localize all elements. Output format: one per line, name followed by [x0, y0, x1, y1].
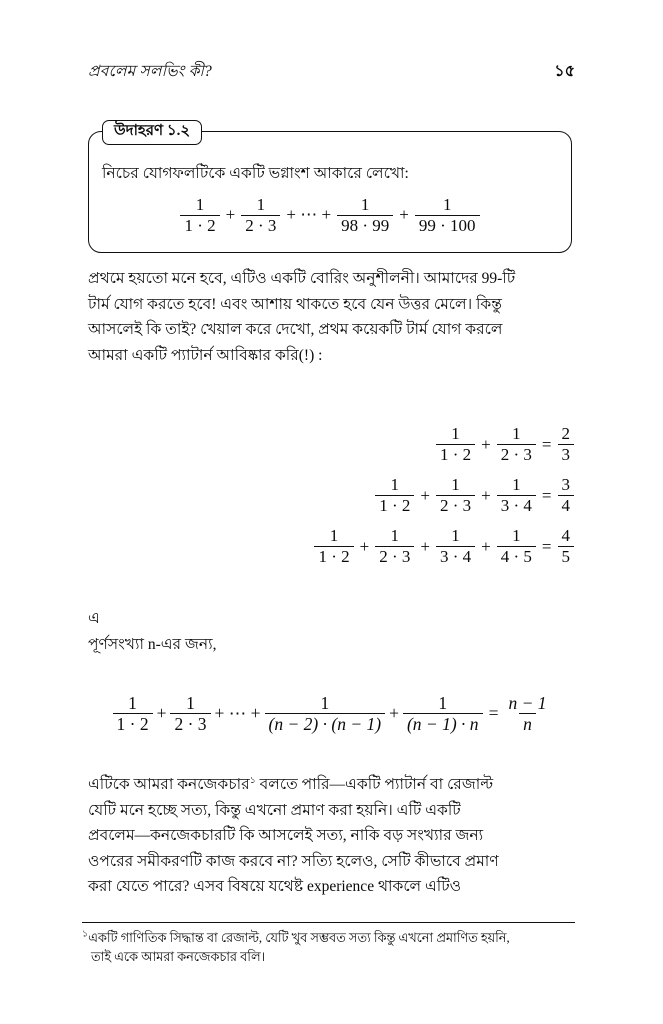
footnote-area: [82, 922, 575, 967]
fraction-term: [497, 527, 536, 565]
fraction-denominator: 3 · 4: [436, 546, 475, 566]
table-row: [88, 470, 575, 521]
fraction-denominator: 5: [558, 546, 575, 566]
text-line: [88, 606, 575, 632]
fraction-numerator: 1: [186, 693, 195, 713]
text-line: প্রবলেম—কনজেকচারটি কি আসলেই সত্য, নাকি বড় সংখ্যার জন্য: [88, 827, 484, 844]
fraction-denominator: (n − 2) · (n − 1): [265, 713, 386, 733]
equals-operator: =: [541, 536, 552, 556]
footnote-rule: [82, 922, 575, 923]
fraction-term: [180, 196, 219, 234]
fraction-numerator: 1: [329, 526, 339, 546]
equals-operator: =: [541, 485, 552, 505]
english-word: experience: [306, 878, 375, 895]
fraction-term: [415, 196, 480, 234]
ellipsis-operator: + ⋯ +: [286, 205, 332, 225]
general-equation-math: [112, 694, 552, 733]
fraction-numerator: 1: [360, 195, 370, 214]
fraction-denominator: 1 · 2: [113, 713, 153, 733]
text-line: [88, 632, 575, 658]
fraction-denominator: 1 · 2: [180, 215, 219, 235]
fraction-denominator: 2 · 3: [436, 495, 475, 515]
fraction-term: [497, 425, 536, 463]
fraction-result: [504, 694, 550, 733]
plus-operator: +: [481, 536, 491, 556]
text-fragment: এটিকে আমরা কনজেকচার: [88, 776, 250, 793]
page-number: ১৫: [554, 63, 575, 80]
fraction-term: [265, 694, 386, 733]
text-fragment: পূর্ণসংখ্যা n-এর জন্য,: [88, 635, 217, 653]
fraction-denominator: 98 · 99: [337, 215, 393, 235]
footnote-marker: ১: [249, 775, 256, 786]
derivation-row-1: [435, 425, 575, 463]
text-fragment: একটি গাণিতিক সিদ্ধান্ত বা রেজাল্ট, যেটি খুব সম্ভবত সত্য কিন্তু এখনো প্রমাণিত হয়নি,: [88, 931, 510, 946]
fraction-numerator: n − 1: [508, 693, 547, 713]
table-row: [88, 419, 575, 470]
fraction-result: [558, 425, 575, 463]
text-word: এ: [88, 610, 100, 627]
table-row: [88, 521, 575, 572]
derivation-equations: [88, 419, 575, 572]
fraction-denominator: 4: [558, 495, 575, 515]
fraction-term: [241, 196, 280, 234]
paragraph-intro: [88, 266, 575, 368]
fraction-term: [436, 527, 475, 565]
equals-operator: =: [541, 434, 552, 454]
plus-operator: +: [399, 205, 409, 225]
example-box-label: উদাহরণ ১.২: [102, 120, 202, 145]
plus-operator: +: [420, 485, 430, 505]
fraction-numerator: 1: [512, 526, 521, 546]
fraction-term: [113, 694, 153, 733]
fraction-numerator: 1: [512, 475, 521, 495]
general-equation: [68, 694, 595, 733]
fraction-result: [558, 527, 575, 565]
text-line: [82, 929, 575, 948]
fraction-numerator: 4: [561, 526, 570, 546]
fraction-denominator: 2 · 3: [375, 546, 414, 566]
fraction-denominator: 99 · 100: [415, 215, 480, 235]
text-line: তাই একে আমরা কনজেকচার বলি।: [91, 950, 266, 965]
text-line: আমরা একটি প্যাটার্ন আবিষ্কার করি(!) :: [88, 346, 323, 364]
example-box-prompt: নিচের যোগফলটিকে একটি ভগ্নাংশ আকারে লেখো:: [102, 165, 409, 182]
fraction-numerator: 1: [438, 693, 448, 713]
fraction-numerator: 1: [451, 424, 460, 444]
fraction-numerator: 1: [512, 424, 521, 444]
fraction-term: [403, 694, 483, 733]
fraction-term: [375, 476, 414, 514]
fraction-denominator: 1 · 2: [375, 495, 414, 515]
equals-operator: =: [488, 703, 499, 724]
fraction-numerator: 1: [451, 475, 460, 495]
fraction-denominator: 3 · 4: [497, 495, 536, 515]
fraction-term: [375, 527, 414, 565]
footnote-marker: ১: [82, 930, 89, 941]
text-fragment: করা যেতে পারে? এসব বিষয়ে যথেষ্ট: [88, 878, 307, 895]
text-line: ওপরের সমীকরণটি কাজ করবে না? সত্যি হলেও, সেটি কীভাবে প্রমাণ: [88, 852, 499, 870]
example-box: [88, 131, 572, 253]
fraction-term: [314, 527, 353, 565]
text-line: [88, 874, 575, 900]
plus-operator: +: [359, 536, 370, 556]
fraction-denominator: 2 · 3: [497, 444, 536, 464]
fraction-denominator: n: [519, 713, 536, 733]
fraction-numerator: 3: [561, 475, 570, 495]
fraction-term: [497, 476, 536, 514]
fraction-numerator: 1: [320, 693, 330, 713]
fraction-denominator: 2 · 3: [241, 215, 280, 235]
fraction-denominator: (n − 1) · n: [403, 713, 483, 733]
plus-operator: +: [481, 485, 491, 505]
text-line: [88, 772, 575, 798]
text-line: প্রথমে হয়তো মনে হবে, এটিও একটি বোরিং অনুশীলনী। আমাদের 99-টি: [88, 270, 516, 287]
text-fragment: বলতে পারি—একটি প্যাটার্ন বা রেজাল্ট: [259, 776, 494, 793]
plus-operator: +: [481, 434, 491, 454]
text-fragment: থাকলে এটিও: [374, 878, 462, 895]
ellipsis-operator: + ⋯ +: [214, 703, 261, 724]
fraction-denominator: 2 · 3: [170, 713, 210, 733]
fraction-denominator: 1 · 2: [436, 444, 475, 464]
plus-operator: +: [225, 205, 236, 225]
example-formula-math: [179, 196, 480, 234]
text-line: টার্ম যোগ করতে হবে! এবং আশায় থাকতে হবে যেন উত্তর মেলে। কিন্তু: [88, 295, 502, 313]
fraction-numerator: 1: [442, 195, 452, 214]
fraction-denominator: 1 · 2: [314, 546, 353, 566]
fraction-denominator: 4 · 5: [497, 546, 536, 566]
fraction-term: [436, 425, 475, 463]
fraction-numerator: 1: [195, 195, 205, 214]
paragraph-conjecture: [88, 772, 575, 900]
plus-operator: +: [389, 703, 399, 724]
plus-operator: +: [420, 536, 430, 556]
fraction-term: [436, 476, 475, 514]
footnote-text: [82, 929, 575, 967]
fraction-numerator: 1: [128, 693, 137, 713]
fraction-numerator: 1: [390, 475, 400, 495]
derivation-row-2: [374, 476, 575, 514]
fraction-numerator: 2: [561, 424, 570, 444]
fraction-numerator: 1: [390, 526, 400, 546]
text-line: যেটি মনে হচ্ছে সত্য, কিন্তু এখনো প্রমাণ করা হয়নি। এটি একটি: [88, 801, 461, 819]
running-head: [88, 58, 575, 85]
fraction-denominator: 3: [558, 444, 575, 464]
text-line: আসলেই কি তাই? খেয়াল করে দেখো, প্রথম কয়েকটি টার্ম যোগ করলে: [88, 321, 503, 338]
fraction-numerator: 1: [256, 195, 266, 214]
paragraph-guess: [88, 606, 575, 657]
fraction-term: [337, 196, 393, 234]
fraction-numerator: 1: [451, 526, 460, 546]
plus-operator: +: [156, 703, 167, 724]
derivation-row-3: [313, 527, 575, 565]
example-box-formula: [88, 196, 572, 234]
fraction-term: [170, 694, 210, 733]
running-head-title: প্রবলেম সলভিং কী?: [88, 63, 213, 80]
fraction-result: [558, 476, 575, 514]
